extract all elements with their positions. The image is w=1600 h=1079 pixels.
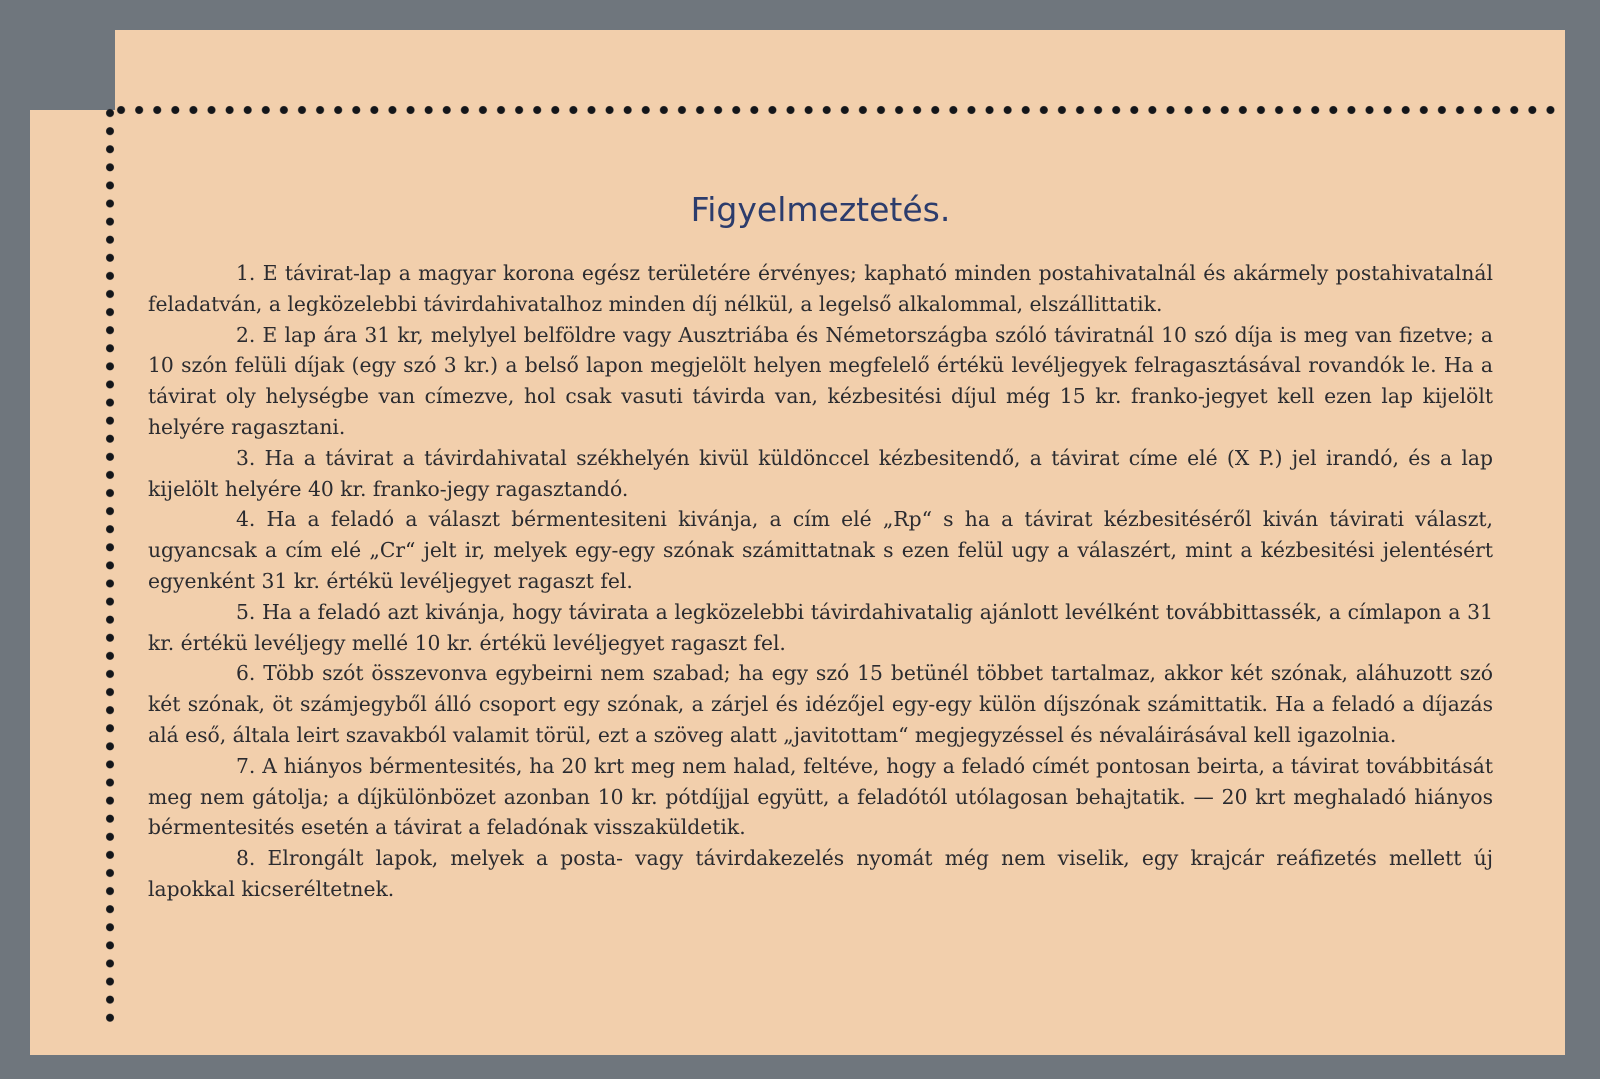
notice-body (148, 258, 1493, 905)
paragraph-1: 1. E távirat-lap a magyar korona egész területére érvényes; kapható minden postahivatalnál és akármely postahivatalnál feladatván, a legközelebbi távirdahivatalhoz minden díj nélkül, a legelső alkalommal, elszállittatik. (148, 261, 1493, 316)
paragraph-4: 4. Ha a feladó a választ bérmentesiteni kivánja, a cím elé „Rp“ s ha a távirat kézbesitéséről kiván távirati választ, ugyancsak a cím elé „Cr“ jelt ir, melyek egy-egy szónak számittatnak s ezen felül ugy a válaszért, mint a kézbesitési jelentésért egyenként 31 kr. értékü levéljegyet ragaszt fel. (148, 507, 1493, 593)
paragraph-5: 5. Ha a feladó azt kivánja, hogy távirata a legközelebbi távirdahivatalig ajánlott levélként továbbittassék, a címlapon a 31 kr. értékü levéljegy mellé 10 kr. értékü levéljegyet ragaszt fel. (148, 599, 1493, 655)
paragraph-7: 7. A hiányos bérmentesités, ha 20 krt meg nem halad, feltéve, hogy a feladó címét pontosan beirta, a távirat továbbitását meg nem gátolja; a díjkülönbözet azonban 10 kr. pótdíjjal együtt, a feladótól utólagosan behajtatik. — 20 krt meghaladó hiányos bérmentesités esetén a távirat a feladónak visszaküldetik. (148, 753, 1493, 840)
notice-title: Figyelmeztetés. (690, 190, 951, 229)
paragraph-3: 3. Ha a távirat a távirdahivatal székhelyén kivül küldönccel kézbesitendő, a távirat címe elé (X P.) jel irandó, és a lap kijelölt helyére 40 kr. franko-jegy ragasztandó. (148, 445, 1493, 501)
left-perforation (104, 104, 116, 1030)
paragraph-8: 8. Elrongált lapok, melyek a posta- vagy távirdakezelés nyomát még nem viselik, egy krajcár reáfizetés mellett új lapokkal kicseréltetnek. (148, 846, 1493, 901)
top-perforation (112, 104, 1562, 116)
paragraph-2: 2. E lap ára 31 kr, melylyel belföldre vagy Ausztriába és Németországba szóló táviratnál 10 szó díja is meg van fizetve; a 10 szón felüli díjak (egy szó 3 kr.) a belső lapon megjelölt helyen megfelelő értékü levéljegyek felragasztásával rovandók le. Ha a távirat oly helységbe van címezve, hol csak vasuti távirda van, kézbesitési díjul még 15 kr. franko-jegyet kell ezen lap kijelölt helyére ragasztani. (148, 322, 1493, 439)
paragraph-6: 6. Több szót összevonva egybeirni nem szabad; ha egy szó 15 betünél többet tartalmaz, akkor két szónak, aláhuzott szó két szónak, öt számjegyből álló csoport egy szónak, a zárjel és idézőjel egy-egy külön díjszónak számittatik. Ha a feladó a díjazás alá eső, általa leirt szavakból valamit törül, ezt a szöveg alatt „javitottam“ megjegyzéssel és névaláirásával kell igazolnia. (148, 661, 1493, 747)
